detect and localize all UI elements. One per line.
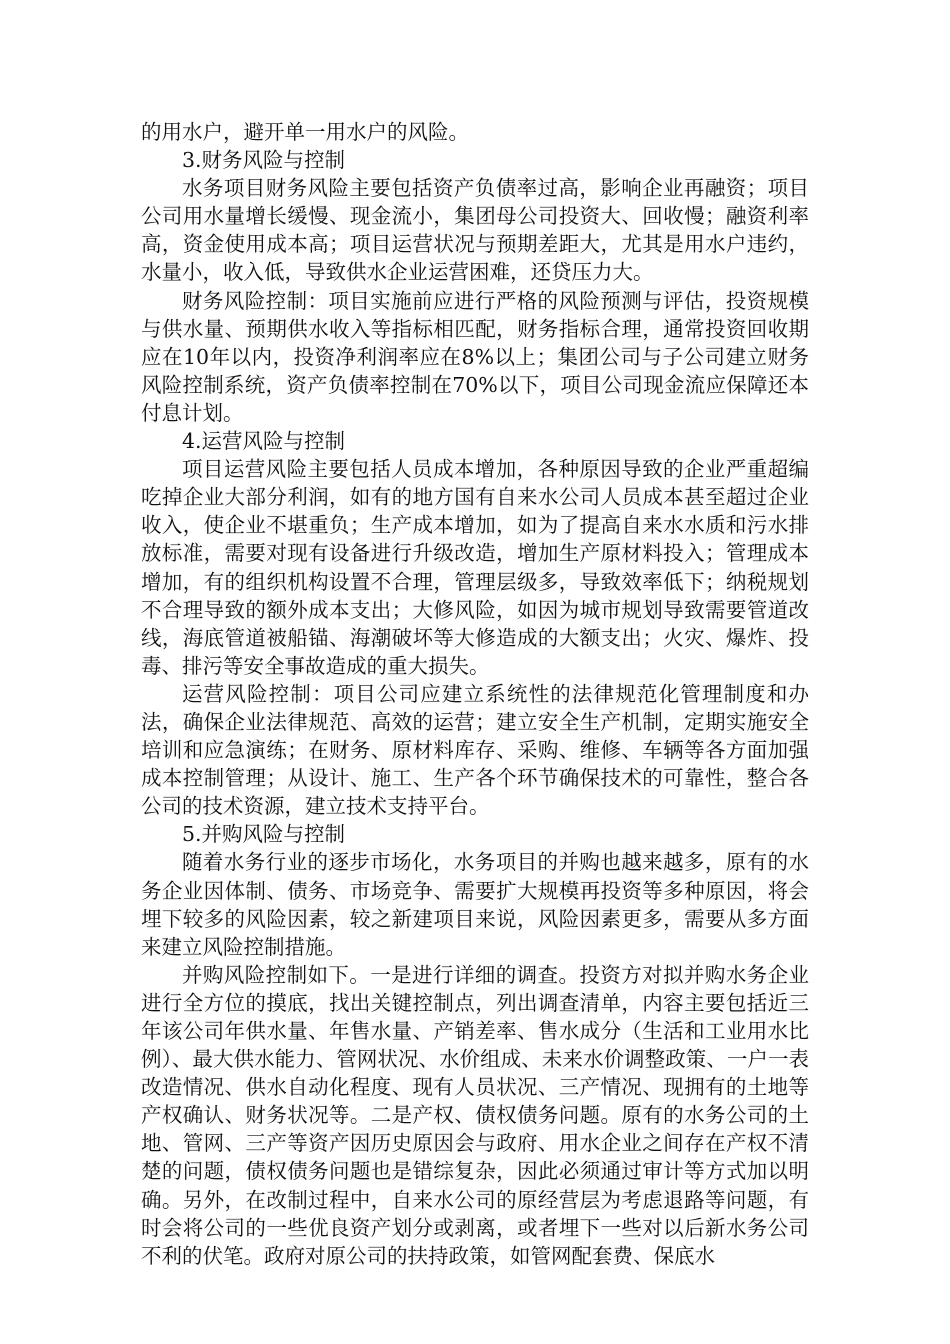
section-heading-merger-risk: 5.并购风险与控制 [182, 822, 346, 847]
section-heading-operation-risk: 4.运营风险与控制 [182, 429, 346, 454]
paragraph-financial-risk: 水务项目财务风险主要包括资产负债率过高，影响企业再融资；项目公司用水量增长缓慢、现金流小，集团母公司投资大、回收慢；融资利率高，资金使用成本高；项目运营状况与预期差距大，尤其是用水户违约，水量小，收入低，导致供水企业运营困难，还贷压力大。 [141, 176, 809, 285]
paragraph-operation-risk-control: 运营风险控制：项目公司应建立系统性的法律规范化管理制度和办法，确保企业法律规范、高效的运营；建立安全生产机制，定期实施安全培训和应急演练；在财务、原材料库存、采购、维修、车辆等各方面加强成本控制管理；从设计、施工、生产各个环节确保技术的可靠性，整合各公司的技术资源，建立技术支持平台。 [141, 681, 809, 819]
section-heading-financial-risk: 3.财务风险与控制 [182, 148, 346, 173]
paragraph-merger-risk-control: 并购风险控制如下。一是进行详细的调查。投资方对拟并购水务企业进行全方位的摸底，找出关键控制点，列出调查清单，内容主要包括近三年该公司年供水量、年售水量、产销差率、售水成分（生活和工业用水比例）、最大供水能力、管网状况、水价组成、未来水价调整政策、一户一表改造情况、供水自动化程度、现有人员状况、三产情况、现拥有的土地等产权确认、财务状况等。二是产权、债权债务问题。原有的水务公司的土地、管网、三产等资产因历史原因会与政府、用水企业之间存在产权不清楚的问题，债权债务问题也是错综复杂，因此必须通过审计等方式加以明确。另外，在改制过程中，自来水公司的原经营层为考虑退路等问题，有时会将公司的一些优良资产划分或剥离，或者埋下一些对以后新水务公司不利的伏笔。政府对原公司的扶持政策，如管网配套费、保底水 [141, 962, 809, 1268]
paragraph-financial-risk-control: 财务风险控制：项目实施前应进行严格的风险预测与评估，投资规模与供水量、预期供水收入等指标相匹配，财务指标合理，通常投资回收期应在10年以内，投资净利润率应在8%以上；集团公司与子公司建立财务风险控制系统，资产负债率控制在70%以下，项目公司现金流应保障还本付息计划。 [141, 288, 809, 425]
paragraph-operation-risk: 项目运营风险主要包括人员成本增加，各种原因导致的企业严重超编吃掉企业大部分利润，如有的地方国有自来水公司人员成本甚至超过企业收入，使企业不堪重负；生产成本增加，如为了提高自来水水质和污水排放标准，需要对现有设备进行升级改造，增加生产原材料投入；管理成本增加，有的组织机构设置不合理，管理层级多，导致效率低下；纳税规划不合理导致的额外成本支出；大修风险，如因为城市规划导致需要管道改线，海底管道被船锚、海潮破坏等大修造成的大额支出；火灾、爆炸、投毒、排污等安全事故造成的重大损失。 [141, 457, 809, 678]
paragraph-continuation: 的用水户，避开单一用水户的风险。 [141, 120, 469, 144]
paragraph-merger-risk: 随着水务行业的逐步市场化，水务项目的并购也越来越多，原有的水务企业因体制、债务、市场竞争、需要扩大规模再投资等多种原因，将会埋下较多的风险因素，较之新建项目来说，风险因素更多，需要从多方面来建立风险控制措施。 [141, 850, 809, 959]
document-page [141, 118, 809, 1270]
